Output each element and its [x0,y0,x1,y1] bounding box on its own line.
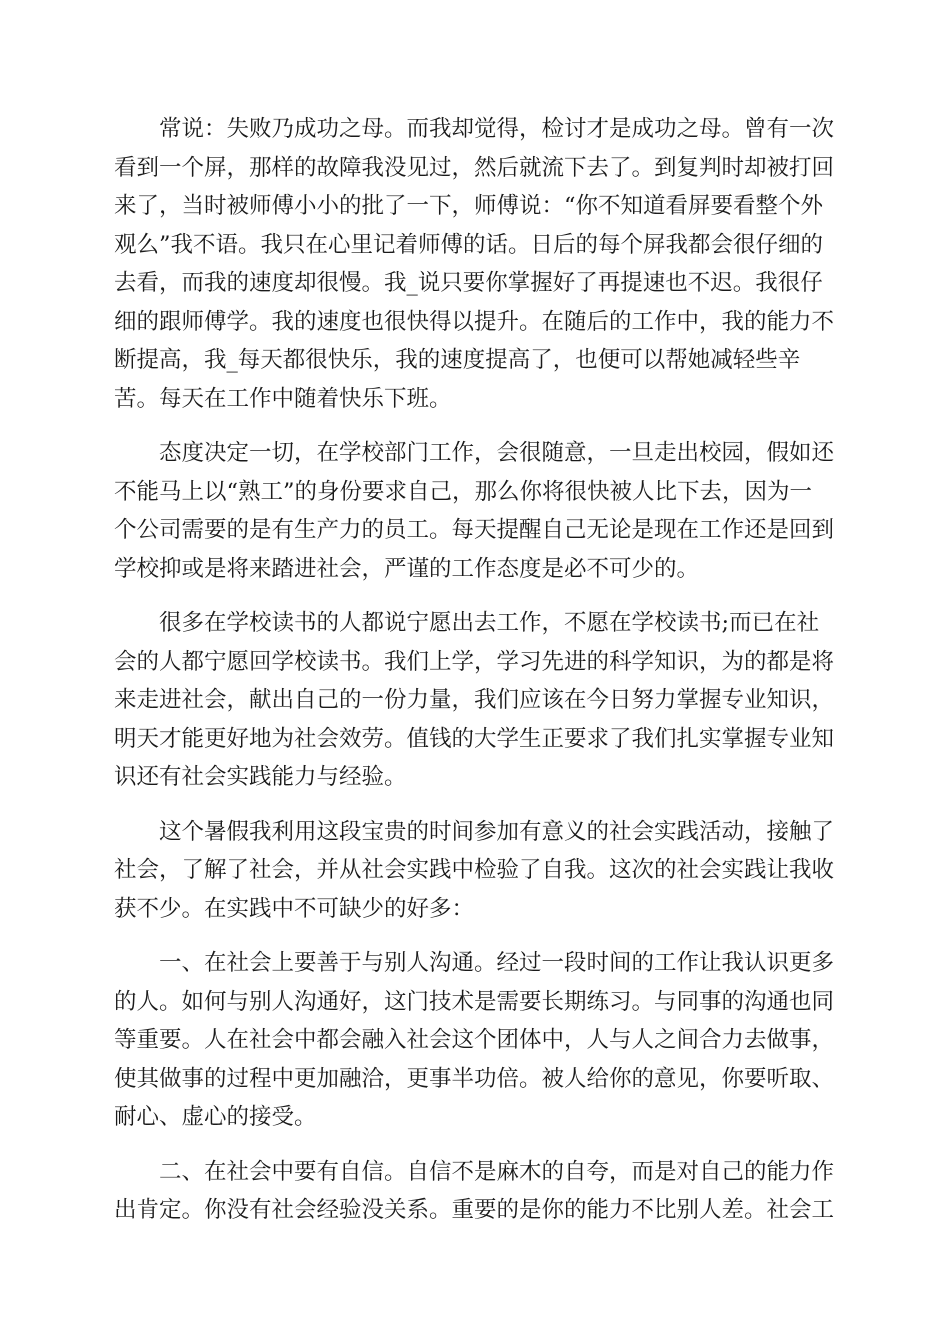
paragraph-line: 一、在社会上要善于与别人沟通。经过一段时间的工作让我认识更多 [159,950,835,976]
paragraph-line: 社会，了解了社会，并从社会实践中检验了自我。这次的社会实践让我收 [114,857,835,883]
paragraph-line: 苦。每天在工作中随着快乐下班。 [114,385,452,412]
paragraph-2 [114,434,836,588]
paragraph-line: 来了，当时被师傅小小的批了一下，师傅说：“你不知道看屏要看整个外 [114,193,824,219]
paragraph-4 [114,813,836,929]
paragraph-line: 耐心、虚心的接受。 [114,1104,317,1130]
paragraph-6 [114,1153,836,1230]
paragraph-line: 明天才能更好地为社会效劳。值钱的大学生正要求了我们扎实掌握专业知 [114,725,835,752]
paragraph-line: 识还有社会实践能力与经验。 [114,764,407,790]
paragraph-line: 学校抑或是将来踏进社会，严谨的工作态度是必不可少的。 [114,555,700,582]
paragraph-line: 等重要。人在社会中都会融入社会这个团体中，人与人之间合力去做事， [114,1027,835,1053]
paragraph-line: 的人。如何与别人沟通好，这门技术是需要长期练习。与同事的沟通也同 [114,988,835,1015]
paragraph-line: 使其做事的过程中更加融洽，更事半功倍。被人给你的意见，你要听取、 [114,1065,835,1092]
paragraph-line: 出肯定。你没有社会经验没关系。重要的是你的能力不比别人差。社会工 [114,1197,835,1223]
paragraph-line: 会的人都宁愿回学校读书。我们上学，学习先进的科学知识，为的都是将 [114,648,835,675]
paragraph-3 [114,604,836,797]
paragraph-line: 细的跟师傅学。我的速度也很快得以提升。在随后的工作中，我的能力不 [114,308,835,335]
document-body [114,110,836,1246]
paragraph-line: 个公司需要的是有生产力的员工。每天提醒自己无论是现在工作还是回到 [114,517,835,543]
paragraph-1 [114,110,836,418]
paragraph-line: 态度决定一切，在学校部门工作，会很随意，一旦走出校园，假如还 [159,440,835,466]
paragraph-line: 来走进社会，献出自己的一份力量，我们应该在今日努力掌握专业知识， [114,687,835,713]
paragraph-line: 二、在社会中要有自信。自信不是麻木的自夸，而是对自己的能力作 [159,1158,835,1185]
paragraph-line: 断提高，我_每天都很快乐，我的速度提高了，也便可以帮她减轻些辛 [114,347,801,373]
paragraph-line: 不能马上以“熟工”的身份要求自己，那么你将很快被人比下去，因为一 [114,478,813,505]
paragraph-line: 观么”我不语。我只在心里记着师傅的话。日后的每个屏我都会很仔细的 [114,231,824,258]
paragraph-line: 去看，而我的速度却很慢。我_说只要你掌握好了再提速也不迟。我很仔 [114,270,823,296]
paragraph-line: 常说：失败乃成功之母。而我却觉得，检讨才是成功之母。曾有一次 [159,116,835,142]
paragraph-line: 获不少。在实践中不可缺少的好多： [114,895,475,922]
paragraph-line: 这个暑假我利用这段宝贵的时间参加有意义的社会实践活动，接触了 [159,818,835,845]
paragraph-line: 看到一个屏，那样的故障我没见过，然后就流下去了。到复判时却被打回 [114,154,835,181]
paragraph-line: 很多在学校读书的人都说宁愿出去工作，不愿在学校读书;而已在社 [159,610,820,636]
paragraph-5 [114,944,836,1137]
